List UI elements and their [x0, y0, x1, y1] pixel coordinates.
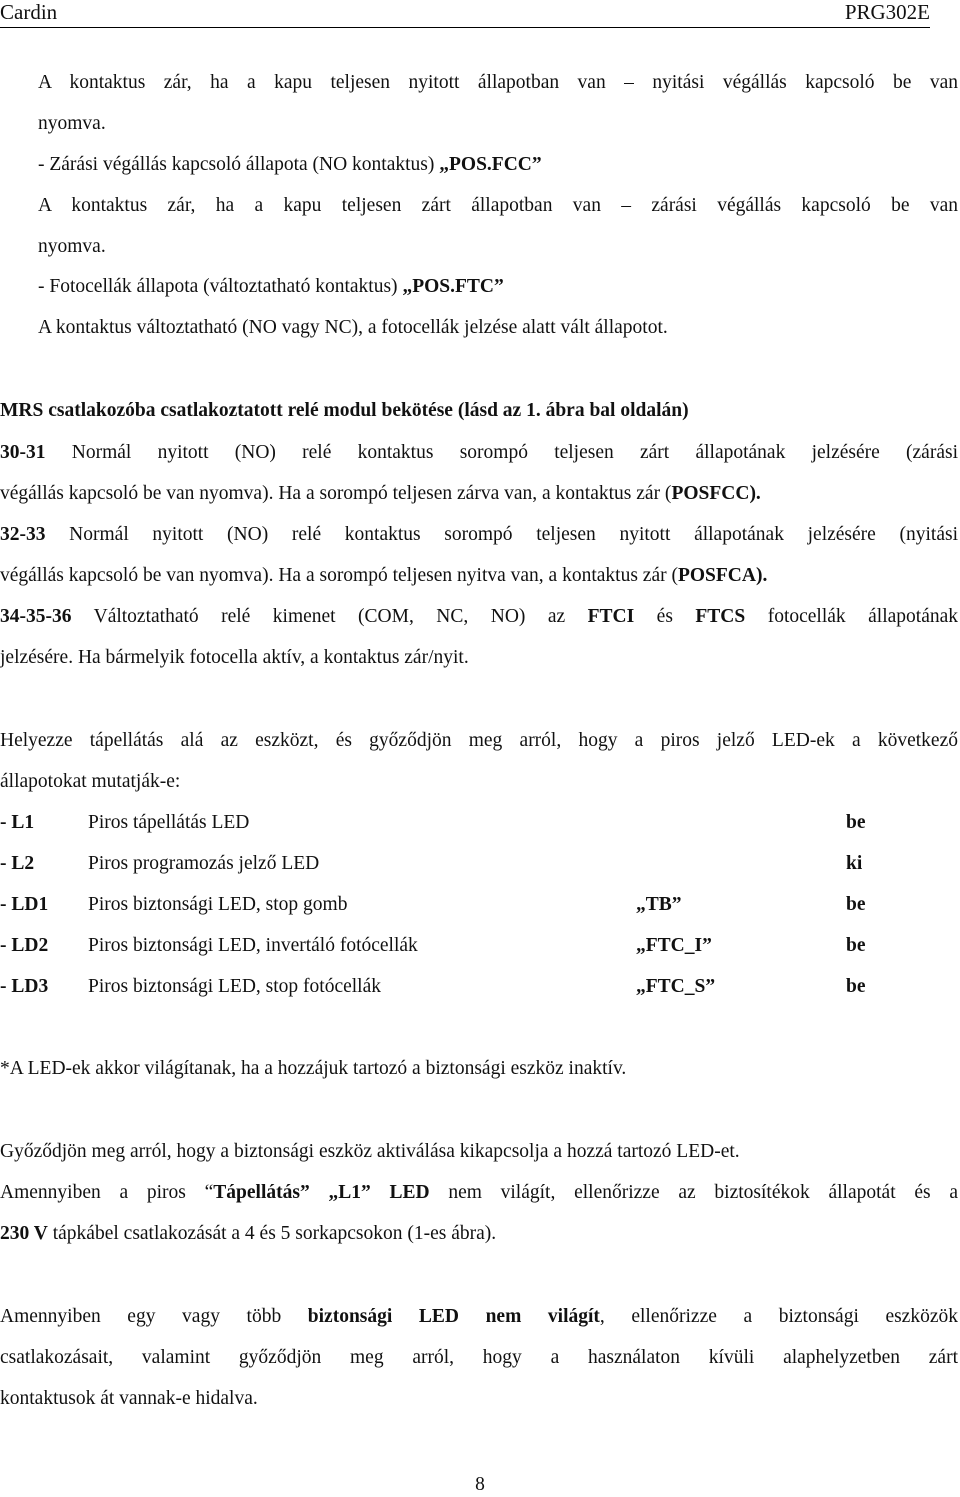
section3-line1: Helyezze tápellátás alá az eszközt, és győződjön meg arról, hogy a piros jelző LED-ek a következő — [0, 730, 958, 751]
l1-led-label: „L1” LED — [328, 1182, 430, 1203]
section1-line3: A kontaktus zár, ha a kapu teljesen zárt állapotban van – zárási végállás kapcsoló be van — [38, 195, 958, 216]
led-state: be — [846, 812, 866, 833]
section4-l2-a: Amennyiben a piros — [0, 1182, 205, 1203]
section1-line4: nyomva. — [38, 236, 106, 257]
section4-line2 — [0, 1182, 958, 1204]
section5-l1-c: , ellenőrizze a biztonsági eszközök — [599, 1306, 958, 1327]
tapellatas-label: Tápellátás — [213, 1182, 300, 1203]
relay-32-33-code: 32-33 — [0, 524, 46, 545]
relay-32-33-line2 — [0, 565, 767, 587]
relay-30-31-end: ). — [749, 483, 761, 504]
relay-32-33-end: ). — [755, 565, 768, 586]
led-code: - LD3 — [0, 976, 49, 997]
relay-34-35-36-line1 — [0, 606, 958, 628]
item2-prefix: - Zárási végállás kapcsoló állapota (NO kontaktus) — [38, 154, 440, 175]
relay-34-35-36-code: 34-35-36 — [0, 606, 72, 627]
section5-l1-bold: biztonsági LED nem világít — [307, 1306, 600, 1327]
section1-line2: nyomva. — [38, 113, 106, 134]
led-desc: Piros biztonsági LED, invertáló fotócellák — [88, 935, 418, 956]
led-desc: Piros biztonsági LED, stop gomb — [88, 894, 348, 915]
led-code: - L1 — [0, 812, 35, 833]
led-desc: Piros tápellátás LED — [88, 812, 250, 833]
led-desc: Piros programozás jelző LED — [88, 853, 320, 874]
section5-line3: kontaktusok át vannak-e hidalva. — [0, 1388, 258, 1409]
voltage-label: 230 V — [0, 1223, 48, 1244]
relay-34-text-c: fotocellák állapotának — [745, 606, 959, 627]
section1-line1: A kontaktus zár, ha a kapu teljesen nyitott állapotban van – nyitási végállás kapcsoló be van — [38, 72, 958, 93]
led-signal: „TB” — [636, 894, 682, 915]
item3-prefix: - Fotocellák állapota (változtatható kontaktus) — [38, 276, 403, 297]
posfcc-code: POSFCC — [671, 483, 750, 504]
led-code: - L2 — [0, 853, 35, 874]
led-note: *A LED-ek akkor világítanak, ha a hozzájuk tartozó a biztonsági eszköz inaktív. — [0, 1058, 627, 1079]
header-rule — [0, 27, 930, 28]
section4-line1: Győződjön meg arról, hogy a biztonsági eszköz aktiválása kikapcsolja a hozzá tartozó LED-et. — [0, 1141, 740, 1162]
ftcs-code: FTCS — [695, 606, 746, 627]
led-desc: Piros biztonsági LED, stop fotócellák — [88, 976, 381, 997]
section4-line3 — [0, 1223, 496, 1245]
section5-line1 — [0, 1306, 958, 1328]
relay-30-31-code: 30-31 — [0, 442, 46, 463]
section1-line5: A kontaktus változtatható (NO vagy NC), a fotocellák jelzése alatt vált állapotot. — [38, 317, 668, 338]
relay-34-text-b: és — [634, 606, 696, 627]
page-number: 8 — [475, 1474, 485, 1495]
section5-line2: csatlakozásait, valamint győződjön meg arról, hogy a használaton kívüli alaphelyzetben zárt — [0, 1347, 958, 1368]
relay-32-33-line1 — [0, 524, 958, 546]
posfca-code: POSFCA — [677, 565, 756, 586]
header-right: PRG302E — [844, 0, 930, 24]
header-left: Cardin — [0, 0, 58, 24]
item2-code: „POS.FCC” — [439, 154, 542, 175]
relay-34-text-a: Változtatható relé kimenet (COM, NC, NO) az — [71, 606, 588, 627]
led-state: be — [846, 976, 866, 997]
section4-l2-f: nem világít, ellenőrizze az biztosítékok állapotát és a — [429, 1182, 958, 1203]
led-signal: „FTC_I” — [636, 935, 712, 956]
section4-l2-b: “ — [204, 1182, 214, 1203]
relay-34-35-36-line2: jelzésére. Ha bármelyik fotocella aktív, a kontaktus zár/nyit. — [0, 647, 469, 668]
section4-l3-b: tápkábel csatlakozását a 4 és 5 sorkapcsokon (1-es ábra). — [47, 1223, 497, 1244]
relay-32-33-line2-text: végállás kapcsoló be van nyomva). Ha a sorompó teljesen nyitva van, a kontaktus zár ( — [0, 565, 678, 586]
section5-l1-a: Amennyiben egy vagy több — [0, 1306, 308, 1327]
section2-title: MRS csatlakozóba csatlakoztatott relé modul bekötése (lásd az 1. ábra bal oldalán) — [0, 400, 689, 421]
led-code: - LD2 — [0, 935, 49, 956]
section1-item3 — [38, 276, 504, 298]
section3-line2: állapotokat mutatják-e: — [0, 771, 181, 792]
relay-30-31-line1 — [0, 442, 958, 464]
relay-32-33-text: Normál nyitott (NO) relé kontaktus sorompó teljesen nyitott állapotának jelzésére (nyitási — [45, 524, 958, 545]
led-signal: „FTC_S” — [636, 976, 716, 997]
led-state: be — [846, 935, 866, 956]
led-state: be — [846, 894, 866, 915]
section4-l2-d: ” — [299, 1182, 329, 1203]
relay-30-31-line2 — [0, 483, 761, 505]
relay-30-31-line2-text: végállás kapcsoló be van nyomva). Ha a sorompó teljesen zárva van, a kontaktus zár ( — [0, 483, 672, 504]
ftci-code: FTCI — [587, 606, 635, 627]
led-code: - LD1 — [0, 894, 49, 915]
item3-code: „POS.FTC” — [402, 276, 504, 297]
section1-item2 — [38, 154, 542, 176]
led-state: ki — [846, 853, 863, 874]
relay-30-31-text: Normál nyitott (NO) relé kontaktus sorompó teljesen zárt állapotának jelzésére (zárási — [45, 442, 958, 463]
